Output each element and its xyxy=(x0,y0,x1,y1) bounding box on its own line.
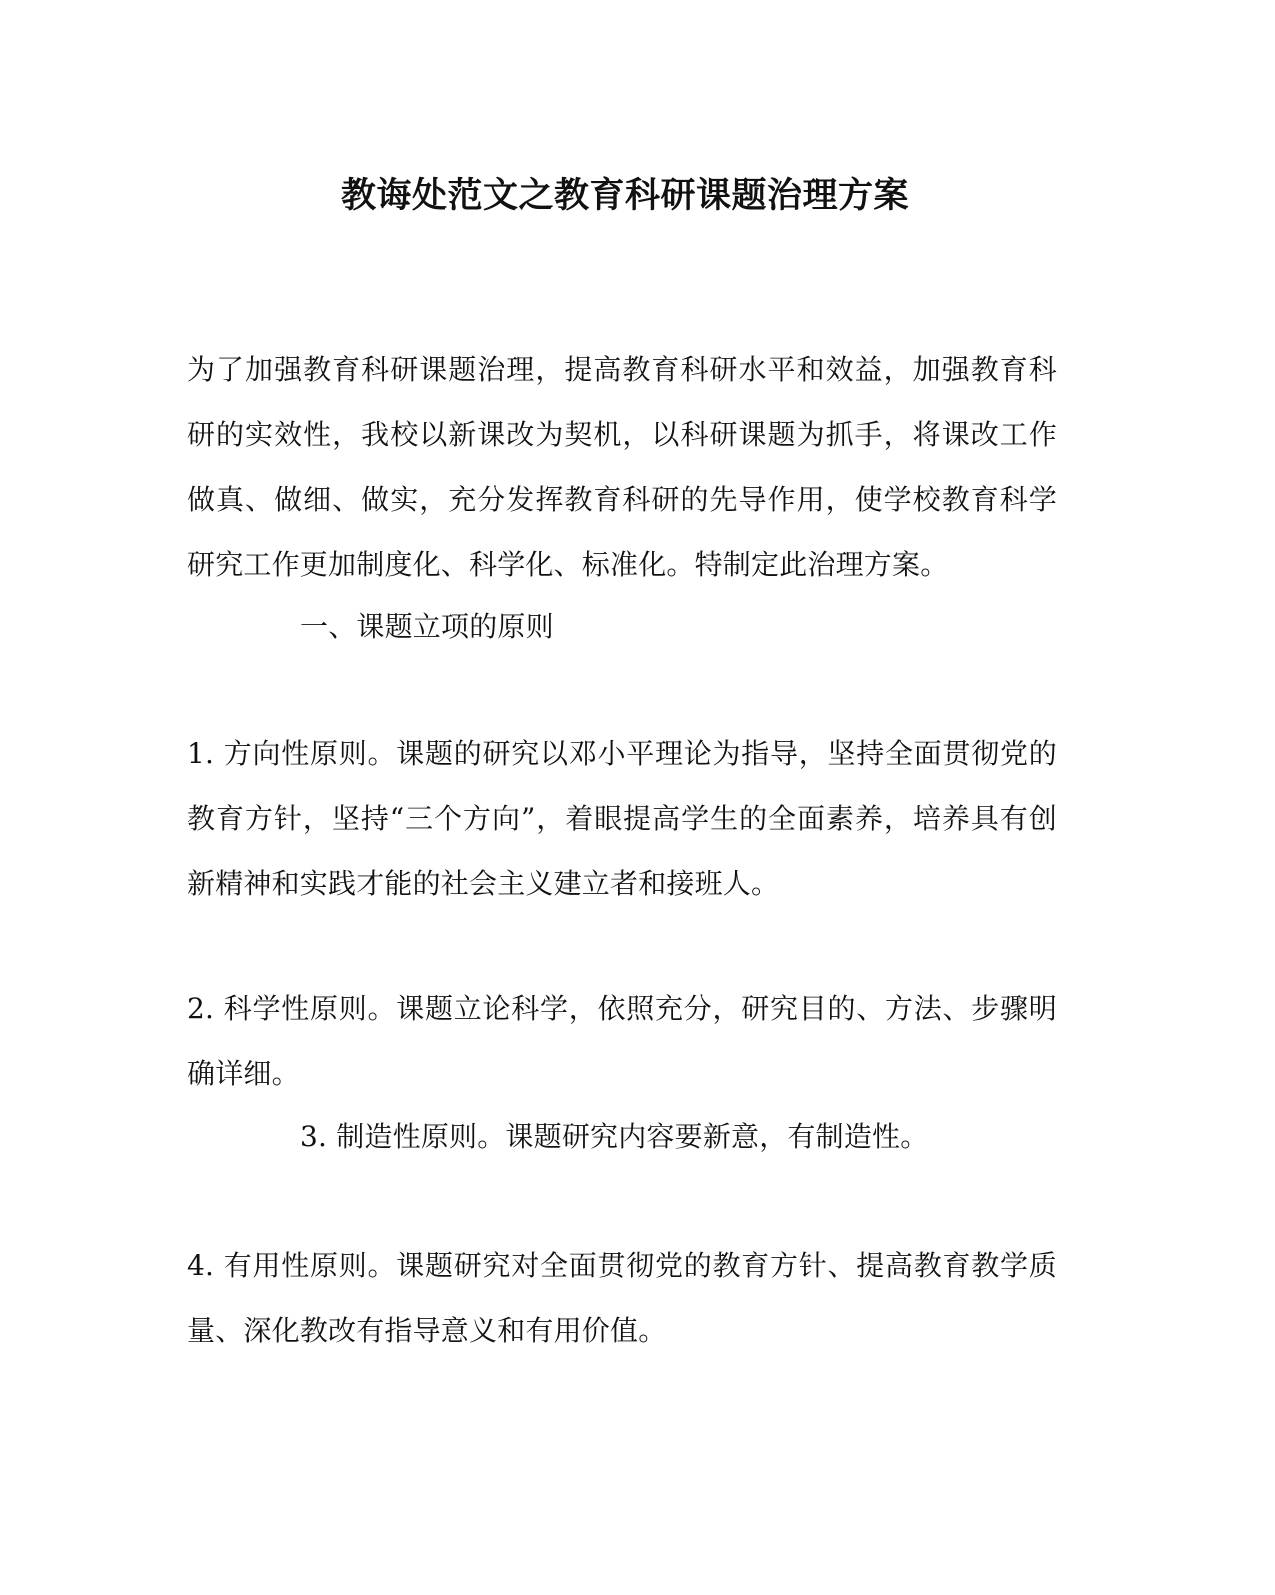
section-heading: 一、课题立项的原则 xyxy=(300,610,554,643)
principle-item-1: 1. 方向性原则。课题的研究以邓小平理论为指导，坚持全面贯彻党的教育方针，坚持“三个方向”，着眼提高学生的全面素养，培养具有创新精神和实践才能的社会主义建立者和接班人。 xyxy=(187,737,1057,900)
principle-item-2: 2. 科学性原则。课题立论科学，依照充分，研究目的、方法、步骤明确详细。 xyxy=(187,992,1057,1090)
principle-item-3: 3. 制造性原则。课题研究内容要新意，有制造性。 xyxy=(300,1120,929,1153)
principle-item-4: 4. 有用性原则。课题研究对全面贯彻党的教育方针、提高教育教学质量、深化教改有指导意义和有用价值。 xyxy=(187,1249,1057,1347)
document-title: 教诲处范文之教育科研课题治理方案 xyxy=(340,175,909,216)
intro-paragraph: 为了加强教育科研课题治理，提高教育科研水平和效益，加强教育科研的实效性，我校以新课改为契机，以科研课题为抓手，将课改工作做真、做细、做实，充分发挥教育科研的先导作用，使学校教育科学研究工作更加制度化、科学化、标准化。特制定此治理方案。 xyxy=(187,353,1057,581)
